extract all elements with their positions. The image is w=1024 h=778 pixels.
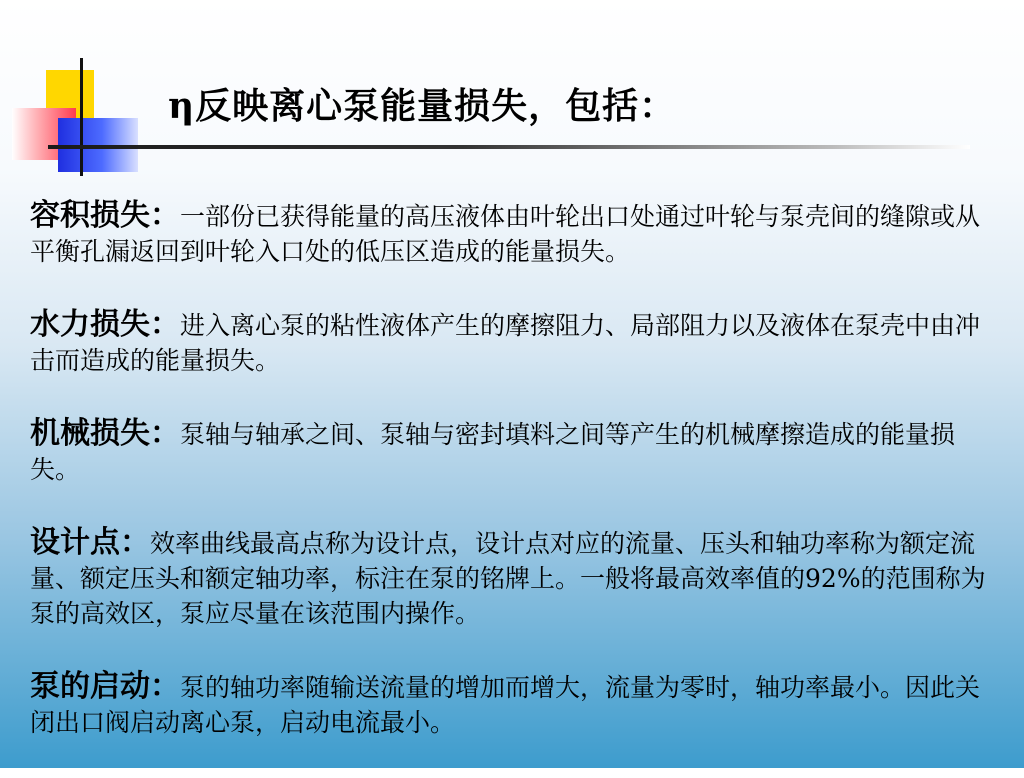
item-term: 设计点： <box>30 525 150 560</box>
slide-title: η反映离心泵能量损失，包括： <box>168 85 677 127</box>
item-term: 容积损失： <box>30 198 180 233</box>
slide-body <box>30 198 986 778</box>
item-mechanical-loss <box>30 416 986 487</box>
item-pump-startup <box>30 669 986 740</box>
item-hydraulic-loss <box>30 307 986 378</box>
item-description: 效率曲线最高点称为设计点，设计点对应的流量、压头和轴功率称为额定流量、额定压头和额定轴功率，标注在泵的铭牌上。一般将最高效率值的92%的范围称为泵的高效区，泵应尽量在该范围内操作。 <box>30 529 986 628</box>
horizontal-rule <box>48 145 970 149</box>
item-description: 一部份已获得能量的高压液体由叶轮出口处通过叶轮与泵壳间的缝隙或从平衡孔漏返回到叶轮入口处的低压区造成的能量损失。 <box>30 202 981 266</box>
item-description: 进入离心泵的粘性液体产生的摩擦阻力、局部阻力以及液体在泵壳中由冲击而造成的能量损失。 <box>30 311 981 375</box>
item-term: 水力损失： <box>30 307 180 342</box>
item-design-point <box>30 525 986 631</box>
item-volumetric-loss <box>30 198 986 269</box>
item-term: 泵的启动： <box>30 669 180 704</box>
item-term: 机械损失： <box>30 416 180 451</box>
item-description: 泵轴与轴承之间、泵轴与密封填料之间等产生的机械摩擦造成的能量损失。 <box>30 420 956 484</box>
item-description: 泵的轴功率随输送流量的增加而增大，流量为零时，轴功率最小。因此关闭出口阀启动离心泵，启动电流最小。 <box>30 673 981 737</box>
